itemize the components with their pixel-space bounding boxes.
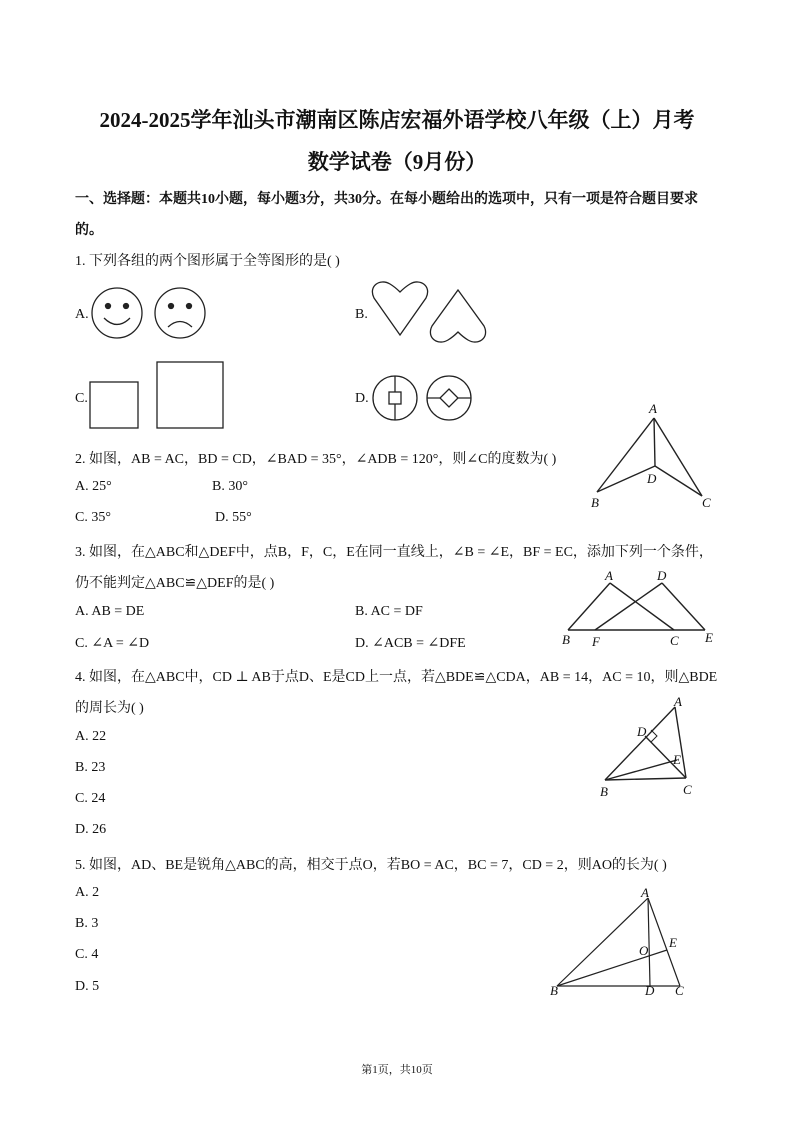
question-4-option-c: C. 24: [75, 791, 106, 806]
question-1-option-c: C.: [75, 391, 88, 406]
small-square-icon: [90, 382, 138, 428]
q3-label-c: C: [670, 633, 679, 648]
q3-label-e: E: [705, 630, 713, 645]
question-3-option-a: A. AB = DE: [75, 604, 145, 619]
question-4-stem-line1: 4. 如图，在△ABC中，CD ⊥ AB于点D、E是CD上一点，若△BDE≌△CDA，AB = 14，AC = 10，则△BDE: [75, 670, 718, 685]
question-5-option-c: C. 4: [75, 947, 99, 962]
question-5-stem: 5. 如图，AD、BE是锐角△ABC的高，相交于点O，若BO = AC，BC = 7，CD = 2，则AO的长为( ): [75, 858, 667, 873]
q3-label-a: A: [605, 568, 613, 583]
section-heading-line2: 的。: [75, 223, 103, 238]
question-1-option-d: D.: [355, 391, 369, 406]
q5-label-o: O: [639, 943, 649, 958]
question-3-figure: [560, 566, 720, 650]
question-2-option-b: B. 30°: [212, 479, 248, 494]
q5-label-b: B: [550, 983, 558, 998]
q2-label-d: D: [647, 471, 657, 486]
question-3-stem-line1: 3. 如图，在△ABC和△DEF中，点B，F，C，E在同一直线上，∠B = ∠E，BF = EC，添加下列一个条件，: [75, 545, 713, 560]
question-1-option-b: B.: [355, 307, 368, 322]
q5-label-c: C: [675, 983, 684, 998]
question-5-option-d: D. 5: [75, 979, 100, 994]
question-5-option-b: B. 3: [75, 916, 99, 931]
q2-label-b: B: [591, 495, 599, 510]
q5-label-d: D: [645, 983, 655, 998]
page-title-line1: 2024-2025学年汕头市潮南区陈店宏福外语学校八年级（上）月考: [99, 108, 695, 132]
q2-label-a: A: [649, 401, 657, 416]
large-square-icon: [157, 362, 223, 428]
question-2-stem: 2. 如图，AB = AC，BD = CD，∠BAD = 35°，∠ADB = 120°，则∠C的度数为( ): [75, 452, 557, 467]
question-3-option-d: D. ∠ACB = ∠DFE: [355, 636, 466, 651]
question-2-option-d: D. 55°: [215, 510, 252, 525]
question-5-option-a: A. 2: [75, 885, 100, 900]
question-4-option-d: D. 26: [75, 822, 107, 837]
q3-label-b: B: [562, 632, 570, 647]
smiley-face-icon: [92, 288, 142, 338]
hearts-figure: [368, 278, 494, 348]
q4-label-a: A: [674, 694, 682, 709]
question-1-option-a: A.: [75, 307, 89, 322]
q3-label-f: F: [592, 634, 600, 649]
question-3-option-b: B. AC = DF: [355, 604, 423, 619]
smiley-faces-figure: [90, 287, 210, 343]
section-heading-line1: 一、选择题：本题共10小题，每小题3分，共30分。在每小题给出的选项中，只有一项是符合题目要求: [75, 192, 698, 207]
q4-label-b: B: [600, 784, 608, 799]
question-3-option-c: C. ∠A = ∠D: [75, 636, 150, 651]
coin-square-hole-icon: [373, 376, 417, 420]
question-4-figure: [595, 694, 710, 802]
q4-label-c: C: [683, 782, 692, 797]
question-2-option-a: A. 25°: [75, 479, 112, 494]
page-title-line2: 数学试卷（9月份）: [307, 150, 487, 174]
q4-label-e: E: [673, 752, 681, 767]
question-4-option-a: A. 22: [75, 729, 107, 744]
q2-label-c: C: [702, 495, 711, 510]
q5-label-e: E: [669, 935, 677, 950]
heart-inverted-icon: [430, 290, 485, 342]
sad-face-icon: [155, 288, 205, 338]
question-3-stem-line2: 仍不能判定△ABC≌△DEF的是( ): [75, 576, 275, 591]
question-2-figure: [585, 400, 725, 512]
heart-upright-icon: [372, 282, 427, 335]
q3-label-d: D: [657, 568, 667, 583]
coins-figure: [371, 374, 477, 422]
question-5-figure: [545, 885, 695, 1000]
question-4-option-b: B. 23: [75, 760, 106, 775]
squares-figure: [90, 362, 230, 432]
q5-label-a: A: [641, 885, 649, 900]
coin-diamond-hole-icon: [427, 376, 471, 420]
page-footer: 第1页，共10页: [361, 1064, 433, 1076]
q4-label-d: D: [637, 724, 647, 739]
question-1-stem: 1. 下列各组的两个图形属于全等图形的是( ): [75, 254, 340, 269]
question-4-stem-line2: 的周长为( ): [75, 701, 144, 716]
question-2-option-c: C. 35°: [75, 510, 111, 525]
